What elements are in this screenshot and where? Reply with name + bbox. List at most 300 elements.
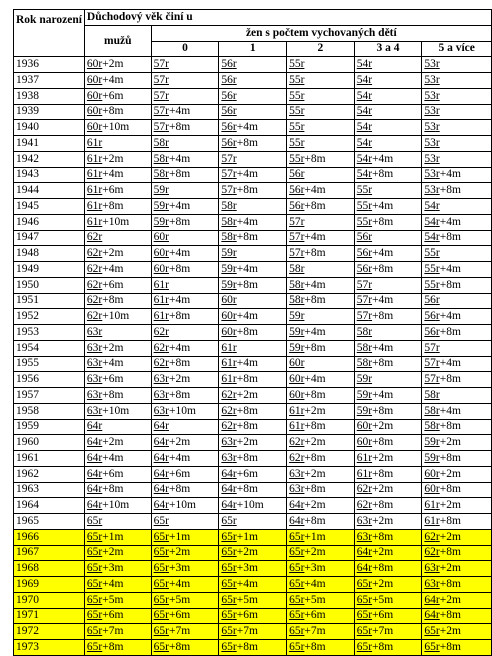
age-years-text: 58: [424, 404, 436, 417]
age-years-text: 61: [424, 499, 436, 512]
age-years-text: 55: [289, 152, 301, 165]
age-months-text: +4m: [168, 451, 191, 464]
women-age-cell: [219, 498, 287, 514]
women-age-cell: [354, 514, 422, 530]
age-years-text: 59: [153, 184, 166, 197]
age-unit-text: r: [98, 562, 103, 575]
age-years-text: 65: [86, 562, 99, 575]
women-age-cell: [287, 608, 355, 624]
children-5-plus-header: 5 a více: [422, 41, 492, 57]
age-unit-text: r: [232, 58, 237, 71]
age-years-text: 64: [86, 436, 99, 449]
age-years-text: 63: [289, 483, 301, 496]
age-months-text: +5m: [236, 593, 258, 606]
age-years-text: 55: [289, 58, 301, 71]
women-age-cell: [151, 57, 219, 73]
age-years-text: 55: [356, 199, 369, 212]
age-unit-text: r: [435, 215, 440, 228]
age-years-text: 60: [289, 357, 301, 370]
age-months-text: +2m: [439, 625, 461, 638]
age-months-text: +2m: [372, 514, 394, 527]
age-years-text: 62: [356, 483, 369, 496]
women-age-cell: [422, 325, 492, 341]
age-unit-text: r: [232, 199, 237, 212]
women-age-cell: [287, 73, 355, 89]
age-unit-text: r: [368, 152, 373, 165]
women-age-cell: [287, 104, 355, 120]
age-months-text: +2m: [304, 404, 326, 417]
age-years-text: 65: [86, 625, 99, 638]
age-unit-text: r: [98, 231, 103, 244]
men-age-cell: [84, 482, 151, 498]
age-months-text: +2m: [102, 58, 124, 71]
age-years-text: 62: [86, 278, 99, 291]
age-months-text: +8m: [372, 168, 394, 181]
age-years-text: 62: [221, 420, 233, 433]
age-unit-text: r: [435, 577, 440, 590]
age-unit-text: r: [435, 184, 440, 197]
age-unit-text: r: [435, 436, 440, 449]
women-age-cell: [287, 372, 355, 388]
age-months-text: +4m: [304, 373, 326, 386]
age-unit-text: r: [232, 483, 237, 496]
women-age-cell: [219, 167, 287, 183]
men-age-cell: [84, 214, 151, 230]
age-years-text: 65: [289, 593, 301, 606]
age-months-text: +8m: [236, 231, 258, 244]
women-age-cell: [219, 136, 287, 152]
age-years-text: 59: [356, 404, 369, 417]
age-unit-text: r: [165, 278, 169, 291]
age-years-text: 65: [221, 562, 233, 575]
age-unit-text: r: [368, 247, 373, 260]
women-age-cell: [354, 340, 422, 356]
age-years-text: 62: [86, 294, 99, 307]
age-unit-text: r: [435, 199, 440, 212]
age-unit-text: r: [368, 294, 373, 307]
age-years-text: 56: [289, 199, 301, 212]
age-unit-text: r: [368, 215, 373, 228]
age-years-text: 59: [356, 373, 369, 386]
table-row: [14, 136, 492, 152]
age-unit-text: r: [368, 625, 373, 638]
birth-year-cell: 1950: [14, 277, 85, 293]
birth-year-cell: 1939: [14, 104, 85, 120]
age-months-text: +1m: [304, 530, 326, 543]
age-months-text: +8m: [168, 168, 191, 181]
birth-year-cell: 1963: [14, 482, 85, 498]
age-months-text: +4m: [372, 247, 394, 260]
age-unit-text: r: [165, 231, 169, 244]
men-age-cell: [84, 183, 151, 199]
table-row: [14, 293, 492, 309]
men-age-cell: [84, 356, 151, 372]
age-years-text: 60: [153, 247, 166, 260]
age-years-text: 65: [153, 625, 166, 638]
age-years-text: 54: [356, 121, 369, 134]
women-age-cell: [422, 388, 492, 404]
women-age-cell: [287, 230, 355, 246]
age-months-text: +6m: [102, 467, 124, 480]
women-age-cell: [422, 561, 492, 577]
men-age-cell: [84, 545, 151, 561]
age-years-text: 64: [153, 467, 166, 480]
women-age-cell: [354, 372, 422, 388]
women-age-cell: [219, 57, 287, 73]
age-months-text: +2m: [304, 499, 326, 512]
women-age-cell: [354, 214, 422, 230]
age-unit-text: r: [435, 121, 440, 134]
women-age-cell: [354, 592, 422, 608]
age-years-text: 61: [86, 199, 99, 212]
age-unit-text: r: [98, 609, 103, 622]
age-unit-text: r: [300, 546, 305, 559]
women-age-cell: [287, 482, 355, 498]
age-years-text: 53: [424, 136, 436, 149]
age-unit-text: r: [98, 467, 103, 480]
age-months-text: +8m: [236, 136, 258, 149]
women-age-cell: [422, 309, 492, 325]
age-unit-text: r: [165, 388, 169, 401]
age-unit-text: r: [435, 609, 440, 622]
age-unit-text: r: [300, 247, 305, 260]
birth-year-cell: 1942: [14, 151, 85, 167]
age-unit-text: r: [300, 483, 305, 496]
age-months-text: +8m: [439, 483, 461, 496]
birth-year-cell: 1958: [14, 403, 85, 419]
age-years-text: 55: [289, 121, 301, 134]
age-months-text: +2m: [102, 546, 124, 559]
age-unit-text: r: [435, 373, 440, 386]
age-unit-text: r: [165, 640, 169, 653]
women-age-cell: [354, 545, 422, 561]
age-years-text: 63: [86, 357, 99, 370]
women-age-cell: [219, 545, 287, 561]
age-years-text: 58: [289, 278, 301, 291]
women-age-cell: [219, 230, 287, 246]
men-age-cell: [84, 529, 151, 545]
age-unit-text: r: [368, 562, 373, 575]
women-age-cell: [354, 325, 422, 341]
women-age-cell: [287, 262, 355, 278]
age-unit-text: r: [232, 215, 237, 228]
age-unit-text: r: [435, 483, 440, 496]
age-months-text: +4m: [304, 231, 326, 244]
age-unit-text: r: [300, 357, 305, 370]
women-age-cell: [219, 325, 287, 341]
age-months-text: +8m: [236, 451, 258, 464]
age-months-text: +10m: [102, 215, 130, 228]
age-months-text: +10m: [102, 499, 130, 512]
age-months-text: +5m: [304, 593, 326, 606]
age-unit-text: r: [165, 562, 169, 575]
age-unit-text: r: [435, 231, 440, 244]
women-age-cell: [422, 514, 492, 530]
age-months-text: +4m: [372, 341, 394, 354]
women-age-cell: [151, 529, 219, 545]
age-unit-text: r: [232, 373, 237, 386]
age-years-text: 63: [153, 404, 166, 417]
age-unit-text: r: [232, 640, 237, 653]
men-age-cell: [84, 246, 151, 262]
women-age-cell: [422, 199, 492, 215]
women-age-cell: [287, 388, 355, 404]
women-age-cell: [422, 403, 492, 419]
age-unit-text: r: [300, 168, 305, 181]
age-years-text: 59: [289, 341, 301, 354]
age-months-text: +2m: [372, 420, 394, 433]
age-months-text: +2m: [236, 546, 258, 559]
age-unit-text: r: [165, 467, 169, 480]
age-years-text: 54: [356, 152, 369, 165]
age-years-text: 64: [153, 483, 166, 496]
men-age-cell: [84, 624, 151, 640]
age-unit-text: r: [300, 514, 305, 527]
women-age-cell: [354, 624, 422, 640]
birth-year-cell: 1940: [14, 120, 85, 136]
age-unit-text: r: [368, 451, 373, 464]
age-unit-text: r: [98, 294, 103, 307]
age-months-text: +2m: [236, 388, 258, 401]
women-age-cell: [219, 608, 287, 624]
women-age-cell: [219, 403, 287, 419]
age-unit-text: r: [98, 325, 103, 338]
women-age-cell: [354, 466, 422, 482]
women-age-cell: [151, 419, 219, 435]
age-years-text: 54: [356, 89, 369, 102]
women-age-cell: [219, 293, 287, 309]
age-unit-text: r: [165, 341, 169, 354]
age-unit-text: r: [98, 388, 103, 401]
women-age-cell: [151, 88, 219, 104]
women-age-cell: [287, 325, 355, 341]
women-age-cell: [422, 167, 492, 183]
age-unit-text: r: [98, 640, 103, 653]
birth-year-cell: 1944: [14, 183, 85, 199]
age-years-text: 53: [424, 152, 436, 165]
age-unit-text: r: [300, 136, 305, 149]
age-months-text: +8m: [304, 247, 326, 260]
age-months-text: +8m: [372, 640, 394, 653]
age-months-text: +8m: [168, 310, 191, 323]
age-months-text: +4m: [372, 199, 394, 212]
age-years-text: 61: [153, 294, 166, 307]
table-row: [14, 372, 492, 388]
age-years-text: 65: [289, 609, 301, 622]
age-years-text: 61: [153, 310, 166, 323]
age-years-text: 62: [153, 325, 166, 338]
age-unit-text: r: [435, 593, 440, 606]
age-years-text: 65: [86, 593, 99, 606]
age-years-text: 61: [153, 278, 166, 291]
age-years-text: 56: [289, 168, 301, 181]
men-age-cell: [84, 88, 151, 104]
age-years-text: 62: [221, 388, 233, 401]
men-age-cell: [84, 498, 151, 514]
age-years-text: 53: [424, 89, 436, 102]
age-years-text: 54: [356, 58, 369, 71]
women-age-cell: [151, 199, 219, 215]
age-months-text: +8m: [236, 640, 258, 653]
age-unit-text: r: [435, 262, 440, 275]
women-age-cell: [422, 529, 492, 545]
women-age-cell: [287, 545, 355, 561]
age-years-text: 60: [86, 58, 99, 71]
men-age-cell: [84, 451, 151, 467]
women-age-cell: [354, 309, 422, 325]
birth-year-cell: 1943: [14, 167, 85, 183]
age-years-text: 57: [221, 168, 233, 181]
age-unit-text: r: [300, 420, 305, 433]
age-months-text: +8m: [102, 294, 124, 307]
age-months-text: +2m: [439, 499, 461, 512]
age-months-text: +4m: [236, 121, 258, 134]
age-months-text: +8m: [304, 294, 326, 307]
age-months-text: +8m: [304, 199, 326, 212]
table-row: [14, 246, 492, 262]
men-age-cell: [84, 277, 151, 293]
women-age-cell: [151, 624, 219, 640]
age-unit-text: r: [368, 262, 373, 275]
women-age-cell: [422, 435, 492, 451]
age-years-text: 56: [424, 310, 436, 323]
age-years-text: 65: [221, 514, 233, 527]
age-unit-text: r: [300, 609, 305, 622]
age-unit-text: r: [232, 593, 237, 606]
age-years-text: 59: [221, 247, 233, 260]
women-age-cell: [354, 73, 422, 89]
age-years-text: 60: [356, 420, 369, 433]
men-column-header: mužů: [84, 25, 151, 57]
age-months-text: +8m: [304, 388, 326, 401]
age-months-text: +7m: [236, 625, 258, 638]
age-years-text: 63: [86, 373, 99, 386]
age-months-text: +8m: [304, 341, 326, 354]
age-years-text: 65: [289, 530, 301, 543]
age-unit-text: r: [98, 247, 103, 260]
women-age-cell: [151, 136, 219, 152]
women-age-cell: [422, 356, 492, 372]
women-age-cell: [219, 356, 287, 372]
age-years-text: 65: [153, 609, 166, 622]
age-months-text: +8m: [102, 483, 124, 496]
table-body: [14, 57, 492, 656]
age-years-text: 65: [221, 640, 233, 653]
age-unit-text: r: [165, 514, 169, 527]
women-age-cell: [354, 608, 422, 624]
men-age-cell: [84, 608, 151, 624]
age-months-text: +8m: [304, 640, 326, 653]
age-years-text: 59: [153, 215, 166, 228]
women-age-cell: [354, 403, 422, 419]
men-age-cell: [84, 561, 151, 577]
age-unit-text: r: [368, 640, 373, 653]
table-row: [14, 608, 492, 624]
age-years-text: 56: [356, 247, 369, 260]
age-years-text: 65: [424, 625, 436, 638]
age-months-text: +8m: [439, 278, 461, 291]
women-age-cell: [354, 293, 422, 309]
age-unit-text: r: [368, 325, 373, 338]
age-months-text: +8m: [439, 184, 461, 197]
women-age-cell: [354, 451, 422, 467]
age-years-text: 60: [86, 73, 99, 86]
age-unit-text: r: [232, 467, 237, 480]
age-years-text: 53: [424, 105, 436, 118]
age-months-text: +2m: [102, 247, 124, 260]
age-unit-text: r: [98, 262, 103, 275]
age-months-text: +4m: [102, 73, 124, 86]
women-age-cell: [422, 214, 492, 230]
age-unit-text: r: [368, 609, 373, 622]
age-unit-text: r: [232, 357, 237, 370]
age-months-text: +8m: [168, 357, 191, 370]
age-unit-text: r: [165, 499, 169, 512]
women-age-cell: [151, 214, 219, 230]
age-unit-text: r: [98, 184, 103, 197]
table-row: [14, 277, 492, 293]
women-age-cell: [422, 183, 492, 199]
table-row: [14, 514, 492, 530]
age-years-text: 56: [221, 105, 233, 118]
women-age-cell: [287, 592, 355, 608]
age-months-text: +8m: [304, 420, 326, 433]
age-years-text: 57: [356, 310, 369, 323]
women-age-cell: [354, 104, 422, 120]
age-years-text: 54: [356, 105, 369, 118]
age-years-text: 56: [356, 231, 369, 244]
children-3-4-header: 3 a 4: [354, 41, 422, 57]
age-months-text: +6m: [102, 89, 124, 102]
age-months-text: +4m: [439, 310, 461, 323]
age-years-text: 60: [356, 436, 369, 449]
age-months-text: +4m: [236, 577, 258, 590]
age-unit-text: r: [435, 73, 440, 86]
age-years-text: 58: [289, 294, 301, 307]
women-age-cell: [287, 419, 355, 435]
age-years-text: 65: [86, 609, 99, 622]
women-age-cell: [219, 309, 287, 325]
age-unit-text: r: [232, 121, 237, 134]
age-months-text: +2m: [236, 436, 258, 449]
age-unit-text: r: [300, 310, 305, 323]
age-years-text: 58: [424, 420, 436, 433]
age-unit-text: r: [165, 546, 169, 559]
age-unit-text: r: [232, 546, 237, 559]
age-unit-text: r: [368, 483, 373, 496]
age-months-text: +2m: [439, 436, 461, 449]
age-unit-text: r: [165, 168, 169, 181]
women-age-cell: [287, 356, 355, 372]
age-months-text: +8m: [236, 483, 258, 496]
age-years-text: 61: [289, 404, 301, 417]
women-age-cell: [287, 57, 355, 73]
age-unit-text: r: [300, 105, 305, 118]
age-years-text: 65: [153, 640, 166, 653]
age-months-text: +6m: [168, 467, 191, 480]
women-age-cell: [287, 151, 355, 167]
women-age-cell: [219, 246, 287, 262]
age-years-text: 55: [289, 105, 301, 118]
women-age-cell: [422, 277, 492, 293]
age-years-text: 64: [86, 483, 99, 496]
age-unit-text: r: [435, 530, 440, 543]
age-years-text: 56: [424, 325, 436, 338]
age-months-text: +8m: [372, 262, 394, 275]
age-unit-text: r: [232, 609, 237, 622]
age-months-text: +4m: [102, 451, 124, 464]
age-months-text: +4m: [236, 262, 258, 275]
